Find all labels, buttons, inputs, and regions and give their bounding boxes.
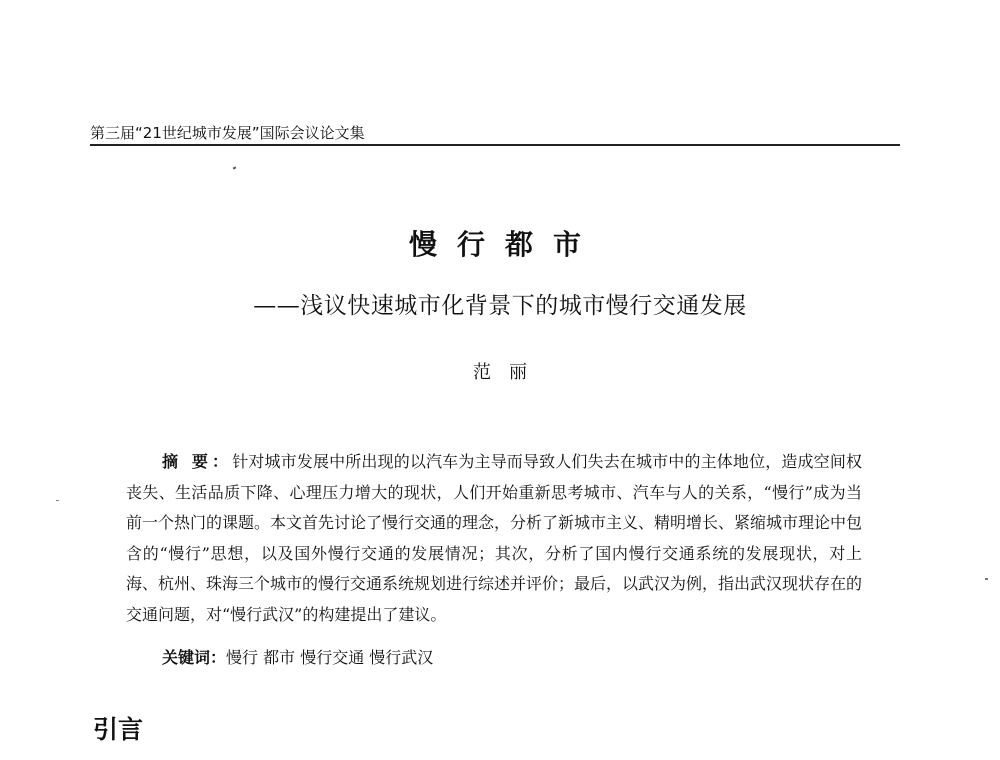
abstract-text: 针对城市发展中所出现的以汽车为主导而导致人们失去在城市中的主体地位，造成空间权丧失、生活品质下降、心理压力增大的现状，人们开始重新思考城市、汽车与人的关系，“慢行”成为当前一个热门的课题。本文首先讨论了慢行交通的理念，分析了新城市主义、精明增长、紧缩城市理论中包含的“慢行”思想，以及国外慢行交通的发展情况；其次，分析了国内慢行交通系统的发展现状，对上海、杭州、珠海三个城市的慢行交通系统规划进行综述并评价；最后，以武汉为例，指出武汉现状存在的交通问题，对“慢行武汉”的构建提出了建议。 <box>126 452 863 624</box>
keywords-line <box>162 645 862 668</box>
keywords-label: 关键词： <box>162 648 227 667</box>
keywords-text: 慢行 都市 慢行交通 慢行武汉 <box>226 648 434 667</box>
paper-title: 慢行都市 <box>408 228 601 261</box>
paper-author: 范丽 <box>473 362 545 383</box>
paper-subtitle: ——浅议快速城市化背景下的城市慢行交通发展 <box>253 293 747 319</box>
scan-speck <box>233 166 237 169</box>
running-header-title: 第三届“21世纪城市发展”国际会议论文集 <box>90 124 365 142</box>
scan-speck <box>56 500 59 501</box>
running-header <box>90 120 900 146</box>
abstract-paragraph <box>126 447 862 630</box>
abstract-label: 摘 要： <box>162 452 233 471</box>
section-heading: 引言 <box>93 715 144 744</box>
scan-speck <box>985 578 988 580</box>
